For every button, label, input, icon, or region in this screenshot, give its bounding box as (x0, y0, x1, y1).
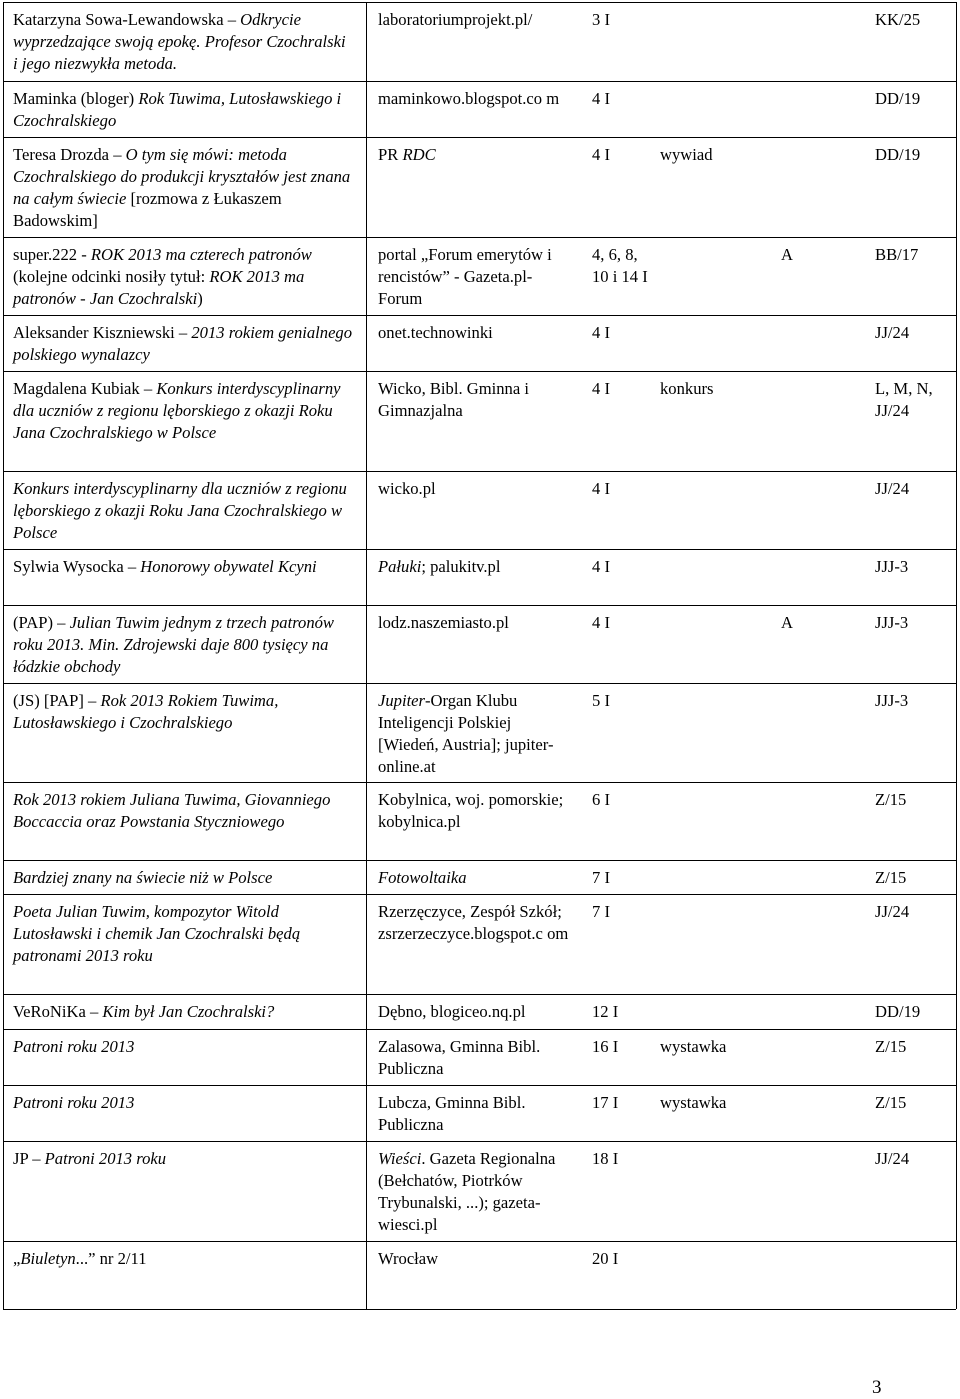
row-divider (3, 315, 956, 316)
cell-title (13, 9, 353, 75)
text-run: – Honorowy obywatel Kcyni (127, 557, 317, 576)
cell-source (378, 789, 573, 833)
cell-code: JJ/24 (875, 902, 910, 921)
column-divider (956, 2, 957, 1309)
cell-date: 16 I (592, 1037, 619, 1056)
text-run: – O tym się mówi: metoda Czochralskiego do produkcji kryształów jest znana na całym świecie (13, 145, 351, 208)
cell-code: JJ/24 (875, 479, 910, 498)
cell-date: 18 I (592, 1149, 619, 1168)
text-run: Lubcza, Gminna Bibl. Publiczna (378, 1093, 526, 1134)
text-run: – 2013 rokiem genialnego polskiego wynalazcy (13, 323, 353, 364)
text-run: (JS) [PAP] (13, 691, 89, 710)
cell-date: 3 I (592, 10, 610, 29)
cell-source (378, 612, 573, 634)
row-divider (3, 1141, 956, 1142)
cell-source (378, 478, 573, 500)
cell-title (13, 556, 353, 578)
text-run: ) (197, 289, 203, 308)
text-run: Biuletyn (20, 1249, 76, 1268)
text-run: Patroni roku 2013 (13, 1093, 135, 1112)
row-divider (3, 860, 956, 861)
text-run: „ (13, 1249, 21, 1268)
text-run: portal „Forum emerytów i rencistów” - Gazeta.pl-Forum (378, 245, 552, 308)
row-divider (3, 137, 956, 138)
cell-source (378, 1092, 573, 1136)
cell-source (378, 867, 573, 889)
cell-code: DD/19 (875, 89, 921, 108)
cell-code: Z/15 (875, 790, 907, 809)
cell-date: 4 I (592, 379, 610, 398)
cell-date: 7 I (592, 868, 610, 887)
cell-cat: A (781, 613, 793, 632)
cell-cat: A (781, 245, 793, 264)
cell-title (13, 901, 353, 967)
cell-title (13, 1092, 353, 1114)
cell-title (13, 612, 353, 678)
row-divider (3, 1085, 956, 1086)
cell-source (378, 1148, 573, 1236)
cell-code: JJJ-3 (875, 691, 909, 710)
cell-title (13, 690, 353, 734)
cell-code: KK/25 (875, 10, 921, 29)
text-run: Konkurs interdyscyplinarny dla uczniów z regionu lęborskiego z okazji Roku Jana Czochralskiego w Polsce (13, 479, 347, 542)
cell-source (378, 322, 573, 344)
page-number: 3 (872, 1377, 882, 1398)
cell-source (378, 144, 573, 166)
cell-title (13, 789, 353, 833)
row-divider (3, 549, 956, 550)
text-run: Konkurs interdyscyplinarny dla uczniów z regionu lęborskiego z okazji Roku Jana Czochralskiego w Polsce (13, 379, 341, 442)
cell-title (13, 1036, 353, 1058)
text-run: -Organ Klubu Inteligencji Polskiej [Wiedeń, Austria]; jupiter-online.at (378, 691, 554, 776)
cell-title (13, 144, 353, 232)
text-run: Rzerzęczyce, Zespół Szkół; zsrzerzeczyce.blogspot.c om (378, 902, 569, 943)
cell-source (378, 1248, 573, 1270)
cell-source (378, 9, 573, 31)
cell-date: 17 I (592, 1093, 619, 1112)
text-run: ROK 2013 ma patronów - Jan Czochralski (13, 267, 305, 308)
text-run: Odkrycie wyprzedzające swoją epokę. Profesor Czochralski i jego niezwykła metoda. (13, 10, 346, 73)
cell-code: JJJ-3 (875, 557, 909, 576)
cell-source (378, 1001, 573, 1023)
text-run: VeRoNiKa – (13, 1002, 103, 1021)
cell-date: 4 I (592, 89, 610, 108)
cell-code: JJJ-3 (875, 613, 909, 632)
cell-date: 4 I (592, 613, 610, 632)
text-run: onet.technowinki (378, 323, 493, 342)
text-run: . Gazeta Regionalna (Bełchatów, Piotrków Trybunalski, ...); gazeta-wiesci.pl (378, 1149, 556, 1234)
text-run: Wrocław (378, 1249, 439, 1268)
text-run: Fotowoltaika (378, 868, 467, 887)
text-run: Zalasowa, Gminna Bibl. Publiczna (378, 1037, 541, 1078)
text-run: Poeta Julian Tuwim, kompozytor Witold Lutosławski i chemik Jan Czochralski będą patronami 2013 roku (13, 902, 301, 965)
text-run: Sylwia Wysocka (13, 557, 128, 576)
column-divider (3, 2, 4, 1309)
text-run: ; palukitv.pl (421, 557, 501, 576)
text-run: – Julian Tuwim jednym z trzech patronów roku 2013. Min. Zdrojewski daje 800 tysięcy na łódzkie obchody (13, 613, 334, 676)
cell-type: konkurs (660, 379, 714, 398)
cell-date: 4 I (592, 479, 610, 498)
row-divider (3, 683, 956, 684)
cell-code: DD/19 (875, 1002, 921, 1021)
text-run: RDC (402, 145, 436, 164)
cell-source (378, 556, 573, 578)
cell-source (378, 378, 573, 422)
row-divider (3, 1029, 956, 1030)
row-divider (3, 894, 956, 895)
text-run: super.222 - (13, 245, 91, 264)
cell-date: 4 I (592, 557, 610, 576)
text-run: (PAP) (13, 613, 58, 632)
row-divider (3, 2, 956, 3)
row-divider (3, 471, 956, 472)
cell-date: 5 I (592, 691, 610, 710)
text-run: Patroni roku 2013 (13, 1037, 135, 1056)
cell-date: 4, 6, 8, 10 i 14 I (592, 245, 648, 286)
column-divider (366, 2, 367, 1309)
cell-code: Z/15 (875, 868, 907, 887)
text-run: Maminka (bloger) (13, 89, 139, 108)
text-run: Wieści (378, 1149, 422, 1168)
text-run: (kolejne odcinki nosiły tytuł: (13, 267, 210, 286)
text-run: PR (378, 145, 403, 164)
cell-date: 6 I (592, 790, 610, 809)
text-run: Kim był Jan Czochralski? (102, 1002, 275, 1021)
row-divider (3, 782, 956, 783)
cell-code: L, M, N, JJ/24 (875, 379, 933, 420)
text-run: – Rok 2013 Rokiem Tuwima, Lutosławskiego i Czochralskiego (13, 691, 279, 732)
cell-type: wywiad (660, 145, 713, 164)
text-run: laboratoriumprojekt.pl/ (378, 10, 533, 29)
text-run: Teresa Drozda (13, 145, 114, 164)
text-run: Jupiter (378, 691, 426, 710)
cell-date: 4 I (592, 323, 610, 342)
text-run: Aleksander Kiszniewski (13, 323, 179, 342)
cell-code: JJ/24 (875, 1149, 910, 1168)
row-divider (3, 237, 956, 238)
text-run: ...” nr 2/11 (75, 1249, 147, 1268)
cell-title (13, 378, 353, 444)
text-run: [rozmowa z Łukaszem Badowskim] (13, 189, 282, 230)
cell-title (13, 478, 353, 544)
cell-date: 12 I (592, 1002, 619, 1021)
row-divider (3, 1309, 956, 1310)
text-run: Katarzyna Sowa-Lewandowska – (13, 10, 241, 29)
cell-type: wystawka (660, 1037, 727, 1056)
cell-source (378, 88, 573, 110)
cell-source (378, 901, 573, 945)
cell-code: DD/19 (875, 145, 921, 164)
cell-code: BB/17 (875, 245, 919, 264)
text-run: ROK 2013 ma czterech patronów (90, 245, 312, 264)
cell-code: Z/15 (875, 1037, 907, 1056)
cell-date: 20 I (592, 1249, 619, 1268)
text-run: Wicko, Bibl. Gminna i Gimnazjalna (378, 379, 529, 420)
row-divider (3, 994, 956, 995)
text-run: Bardziej znany na świecie niż w Polsce (13, 868, 273, 887)
text-run: lodz.naszemiasto.pl (378, 613, 509, 632)
text-run: wicko.pl (378, 479, 436, 498)
text-run: JP – (13, 1149, 45, 1168)
text-run: maminkowo.blogspot.co m (378, 89, 560, 108)
row-divider (3, 371, 956, 372)
cell-title (13, 1148, 353, 1170)
cell-code: Z/15 (875, 1093, 907, 1112)
row-divider (3, 1241, 956, 1242)
text-run: Patroni 2013 roku (44, 1149, 167, 1168)
text-run: Pałuki (378, 557, 422, 576)
text-run: Magdalena Kubiak – (13, 379, 157, 398)
cell-code: JJ/24 (875, 323, 910, 342)
cell-title (13, 88, 353, 132)
cell-source (378, 244, 573, 310)
cell-source (378, 1036, 573, 1080)
cell-source (378, 690, 573, 778)
text-run: Rok 2013 rokiem Juliana Tuwima, Giovanniego Boccaccia oraz Powstania Styczniowego (13, 790, 331, 831)
text-run: Rok Tuwima, Lutosławskiego i Czochralskiego (13, 89, 342, 130)
cell-title (13, 1248, 353, 1270)
cell-type: wystawka (660, 1093, 727, 1112)
cell-title (13, 867, 353, 889)
text-run: Kobylnica, woj. pomorskie; kobylnica.pl (378, 790, 564, 831)
cell-title (13, 244, 353, 310)
cell-title (13, 1001, 353, 1023)
cell-date: 7 I (592, 902, 610, 921)
cell-title (13, 322, 353, 366)
row-divider (3, 81, 956, 82)
text-run: Dębno, blogiceo.nq.pl (378, 1002, 526, 1021)
row-divider (3, 605, 956, 606)
cell-date: 4 I (592, 145, 610, 164)
